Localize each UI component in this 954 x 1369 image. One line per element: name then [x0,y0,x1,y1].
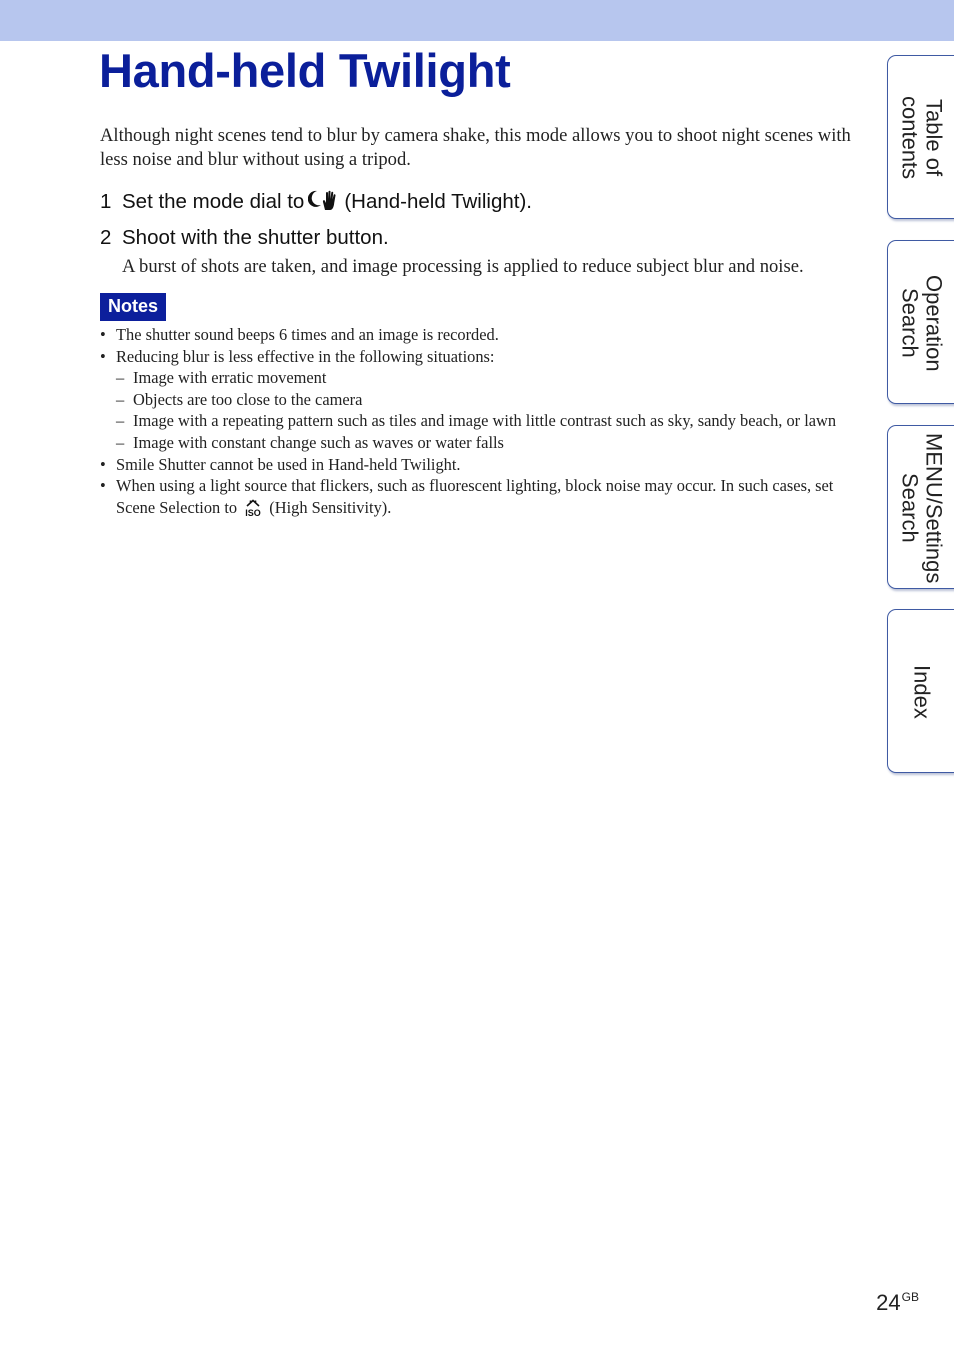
step-text-before: Set the mode dial to [122,190,305,213]
note-sub-item: – Objects are too close to the camera [116,389,852,411]
tab-menu-settings-search[interactable] [887,425,954,589]
svg-text:ISO: ISO [245,507,261,517]
page-number: $24^{GB}$ [876,1290,919,1315]
note-sub-list [116,367,852,453]
intro-paragraph: Although night scenes tend to blur by camera shake, this mode allows you to shoot night scenes with less noise and blur without using a tripod. [100,125,851,170]
note-item: • Reducing blur is less effective in the following situations: – Image with erratic movement – Objects are too close to the camera – Image with a repeating pattern such as tiles and image with little contrast such as sky, sandy beach, or lawn – Image with constant change such as waves or water falls [100,346,852,454]
page-title: Hand-held Twilight [99,44,511,97]
top-band [0,0,954,41]
note-item: • Smile Shutter cannot be used in Hand-held Twilight. [100,454,852,476]
step-1 [100,189,532,218]
notes-badge: Notes [100,293,166,321]
note-sub-item: – Image with erratic movement [116,367,852,389]
tab-table-of-contents[interactable] [887,55,954,219]
tab-operation-search[interactable] [887,240,954,404]
hand-held-twilight-icon [308,189,340,218]
high-sensitivity-iso-icon [243,499,263,523]
note-sub-item: – Image with constant change such as waves or water falls [116,432,852,454]
step-2 [100,225,389,251]
step-2-description: A burst of shots are taken, and image processing is applied to reduce subject blur and noise. [122,256,804,277]
tab-label: Index [909,665,935,719]
note-item: • The shutter sound beeps 6 times and an image is recorded. [100,324,852,346]
notes-list [100,324,852,522]
tab-index[interactable] [887,609,954,773]
tab-label: Operation Search [897,274,947,372]
tab-label: MENU/Settings Search [897,432,947,584]
step-text-after: (Hand-held Twilight). [344,190,532,213]
step-number: 2 [100,226,112,249]
step-number: 1 [100,190,112,213]
note-sub-item: – Image with a repeating pattern such as tiles and image with little contrast such as sky, sandy beach, or lawn [116,410,852,432]
tab-label: Table of contents [897,96,947,180]
step-text: Shoot with the shutter button. [122,226,389,249]
note-item: • When using a light source that flickers, such as fluorescent lighting, block noise may occur. In such cases, set Scene Selection to ISO (High Sensitivity). [100,475,852,522]
page-suffix: GB [901,1290,919,1304]
